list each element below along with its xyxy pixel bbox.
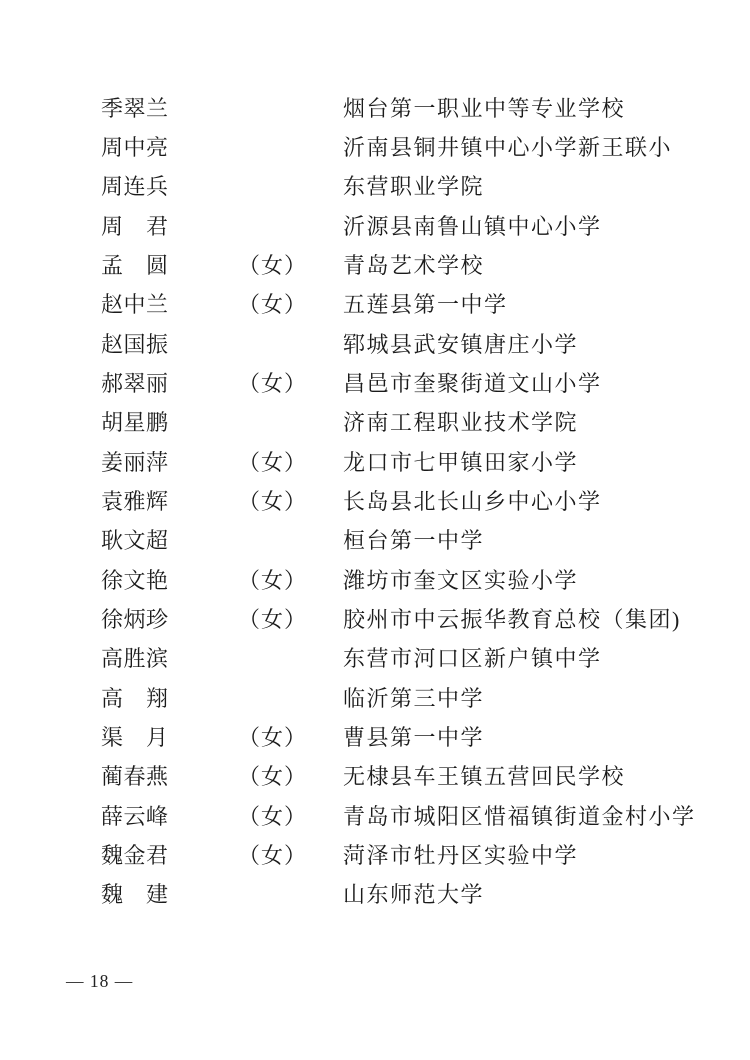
- school-name: 潍坊市奎文区实验小学: [343, 567, 579, 593]
- school-name: 昌邑市奎聚街道文山小学: [343, 370, 602, 396]
- school-name: 龙口市七甲镇田家小学: [343, 449, 579, 475]
- person-name: 徐文艳: [101, 567, 169, 593]
- school-name: 山东师范大学: [343, 882, 485, 908]
- school-name: 菏泽市牡丹区实验中学: [343, 842, 579, 868]
- roster-row: [0, 364, 750, 403]
- gender-label: （女）: [238, 724, 308, 750]
- school-name: 青岛市城阳区惜福镇街道金村小学: [343, 803, 696, 829]
- roster-row: [0, 679, 750, 718]
- school-name: 曹县第一中学: [343, 724, 485, 750]
- roster-row: [0, 522, 750, 561]
- person-name: 郝翠丽: [101, 370, 169, 396]
- roster-row: [0, 207, 750, 246]
- roster-row: [0, 600, 750, 639]
- gender-label: （女）: [238, 764, 308, 790]
- person-name: 魏金君: [101, 842, 169, 868]
- gender-label: （女）: [238, 567, 308, 593]
- school-name: 沂源县南鲁山镇中心小学: [343, 213, 602, 239]
- person-name: 魏 建: [101, 882, 169, 908]
- school-name: 无棣县车王镇五营回民学校: [343, 764, 626, 790]
- school-name: 胶州市中云振华教育总校（集团): [343, 606, 681, 632]
- roster-row: [0, 404, 750, 443]
- school-name: 沂南县铜井镇中心小学新王联小: [343, 134, 673, 160]
- roster-row: [0, 718, 750, 757]
- school-name: 东营职业学院: [343, 174, 485, 200]
- school-name: 五莲县第一中学: [343, 292, 508, 318]
- school-name: 郓城县武安镇唐庄小学: [343, 331, 579, 357]
- roster-list: [0, 89, 750, 915]
- roster-row: [0, 168, 750, 207]
- gender-label: （女）: [238, 803, 308, 829]
- gender-label: （女）: [238, 252, 308, 278]
- person-name: 蔺春燕: [101, 764, 169, 790]
- person-name: 胡星鹏: [101, 410, 169, 436]
- person-name: 赵中兰: [101, 292, 169, 318]
- gender-label: （女）: [238, 842, 308, 868]
- page-number: — 18 —: [66, 971, 134, 991]
- roster-row: [0, 325, 750, 364]
- school-name: 青岛艺术学校: [343, 252, 485, 278]
- school-name: 东营市河口区新户镇中学: [343, 646, 602, 672]
- roster-row: [0, 128, 750, 167]
- gender-label: （女）: [238, 606, 308, 632]
- roster-row: [0, 836, 750, 875]
- gender-label: （女）: [238, 449, 308, 475]
- person-name: 高胜滨: [101, 646, 169, 672]
- person-name: 周连兵: [101, 174, 169, 200]
- person-name: 季翠兰: [101, 95, 169, 121]
- person-name: 孟 圆: [101, 252, 169, 278]
- person-name: 高 翔: [101, 685, 169, 711]
- roster-row: [0, 482, 750, 521]
- school-name: 临沂第三中学: [343, 685, 485, 711]
- person-name: 袁雅辉: [101, 488, 169, 514]
- roster-row: [0, 758, 750, 797]
- person-name: 姜丽萍: [101, 449, 169, 475]
- roster-row: [0, 246, 750, 285]
- roster-row: [0, 640, 750, 679]
- roster-row: [0, 797, 750, 836]
- person-name: 徐炳珍: [101, 606, 169, 632]
- roster-row: [0, 443, 750, 482]
- roster-row: [0, 286, 750, 325]
- school-name: 济南工程职业技术学院: [343, 410, 579, 436]
- person-name: 渠 月: [101, 724, 169, 750]
- person-name: 周 君: [101, 213, 169, 239]
- person-name: 耿文超: [101, 528, 169, 554]
- person-name: 薛云峰: [101, 803, 169, 829]
- roster-row: [0, 89, 750, 128]
- school-name: 长岛县北长山乡中心小学: [343, 488, 602, 514]
- person-name: 赵国振: [101, 331, 169, 357]
- roster-row: [0, 876, 750, 915]
- gender-label: （女）: [238, 488, 308, 514]
- gender-label: （女）: [238, 370, 308, 396]
- person-name: 周中亮: [101, 134, 169, 160]
- roster-row: [0, 561, 750, 600]
- school-name: 烟台第一职业中等专业学校: [343, 95, 626, 121]
- school-name: 桓台第一中学: [343, 528, 485, 554]
- gender-label: （女）: [238, 292, 308, 318]
